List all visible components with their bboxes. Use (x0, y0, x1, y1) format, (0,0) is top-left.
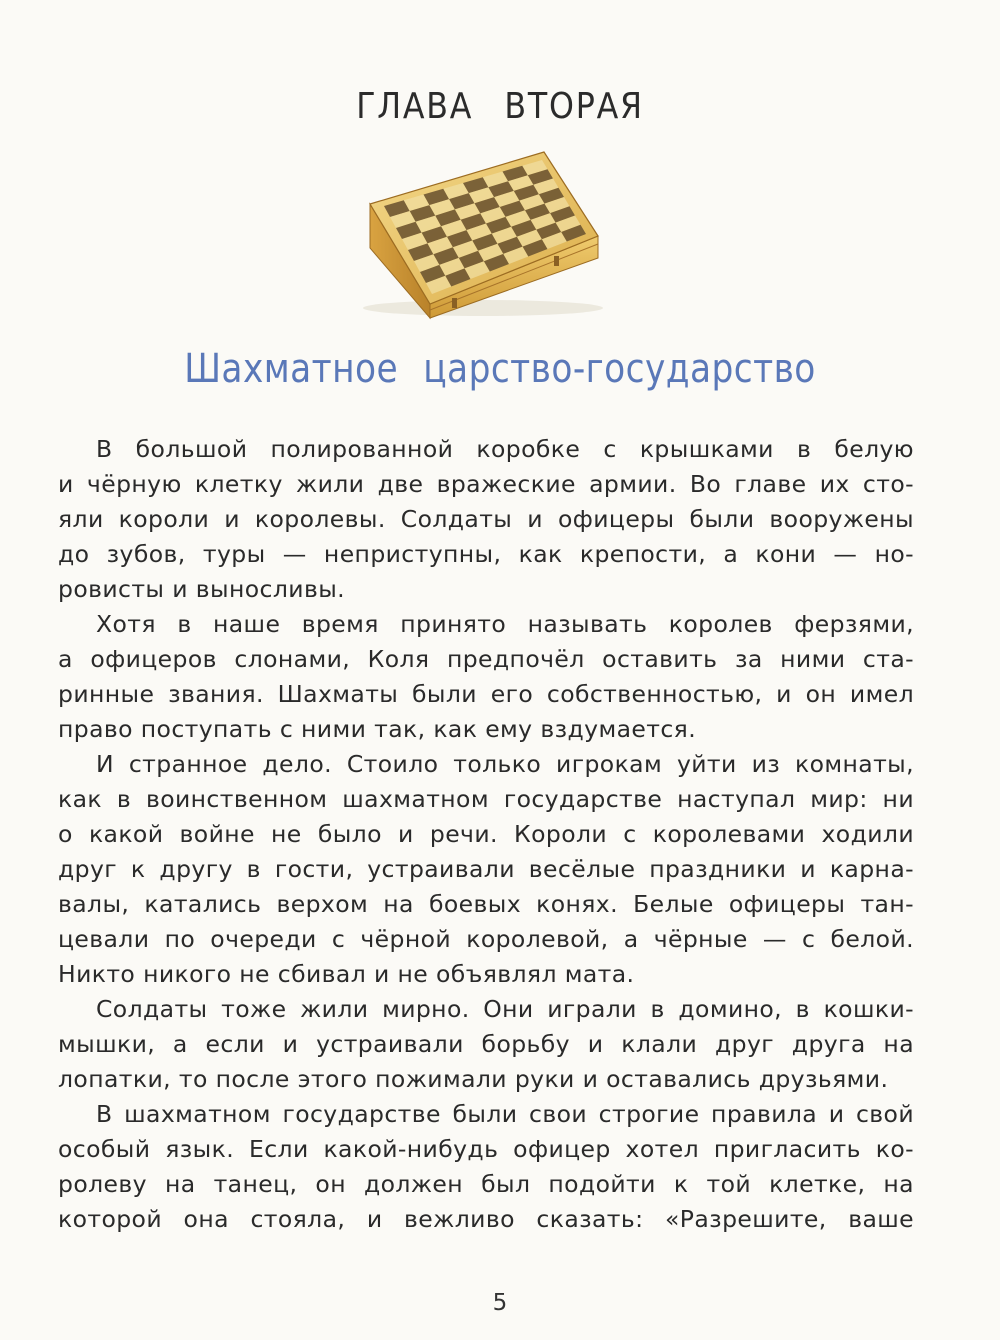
text-line: В шахматном государстве были свои строгие правила и свой (96, 1100, 914, 1128)
text-line: которой она стояла, и вежливо сказать: «Разрешите, ваше (58, 1205, 914, 1233)
text-line: особый язык. Если какой-нибудь офицер хотел пригласить ко- (58, 1135, 914, 1163)
text-line: право поступать с ними так, как ему вздумается. (58, 715, 697, 743)
text-line: до зубов, туры — неприступны, как крепости, а кони — но- (58, 540, 914, 568)
text-line: ровисты и выносливы. (58, 575, 346, 603)
text-line: друг к другу в гости, устраивали весёлые праздники и карна- (58, 855, 914, 883)
text-line: цевали по очереди с чёрной королевой, а чёрные — с белой. (58, 925, 914, 953)
text-line: лопатки, то после этого пожимали руки и оставались друзьями. (58, 1065, 889, 1093)
chapter-label: ГЛАВА ВТОРАЯ (356, 86, 644, 127)
chess-box-icon (348, 148, 610, 320)
text-line: Солдаты тоже жили мирно. Они играли в домино, в кошки- (96, 995, 914, 1023)
text-line: о какой войне не было и речи. Короли с королевами ходили (58, 820, 914, 848)
text-line: Хотя в наше время принято называть королев ферзями, (96, 610, 914, 638)
chess-box-illustration (348, 148, 610, 320)
text-line: яли короли и королевы. Солдаты и офицеры были вооружены (58, 505, 914, 533)
text-line: ринные звания. Шахматы были его собственностью, и он имел (58, 680, 914, 708)
text-line: мышки, а если и устраивали борьбу и клали друг друга на (58, 1030, 914, 1058)
text-line: и чёрную клетку жили две вражеские армии. Во главе их сто- (58, 470, 914, 498)
text-line: а офицеров слонами, Коля предпочёл оставить за ними ста- (58, 645, 914, 673)
text-line: валы, катались верхом на боевых конях. Белые офицеры тан- (58, 890, 914, 918)
text-line: В большой полированной коробке с крышками в белую (96, 435, 914, 463)
chapter-text (58, 432, 914, 1237)
text-line: И странное дело. Стоило только игрокам уйти из комнаты, (96, 750, 914, 778)
text-line: Никто никого не сбивал и не объявлял мата. (58, 960, 635, 988)
text-line: ролеву на танец, он должен был подойти к той клетке, на (58, 1170, 914, 1198)
chapter-title: Шахматное царство-государство (184, 346, 816, 392)
page-number: 5 (492, 1290, 508, 1316)
text-line: как в воинственном шахматном государстве наступал мир: ни (58, 785, 914, 813)
